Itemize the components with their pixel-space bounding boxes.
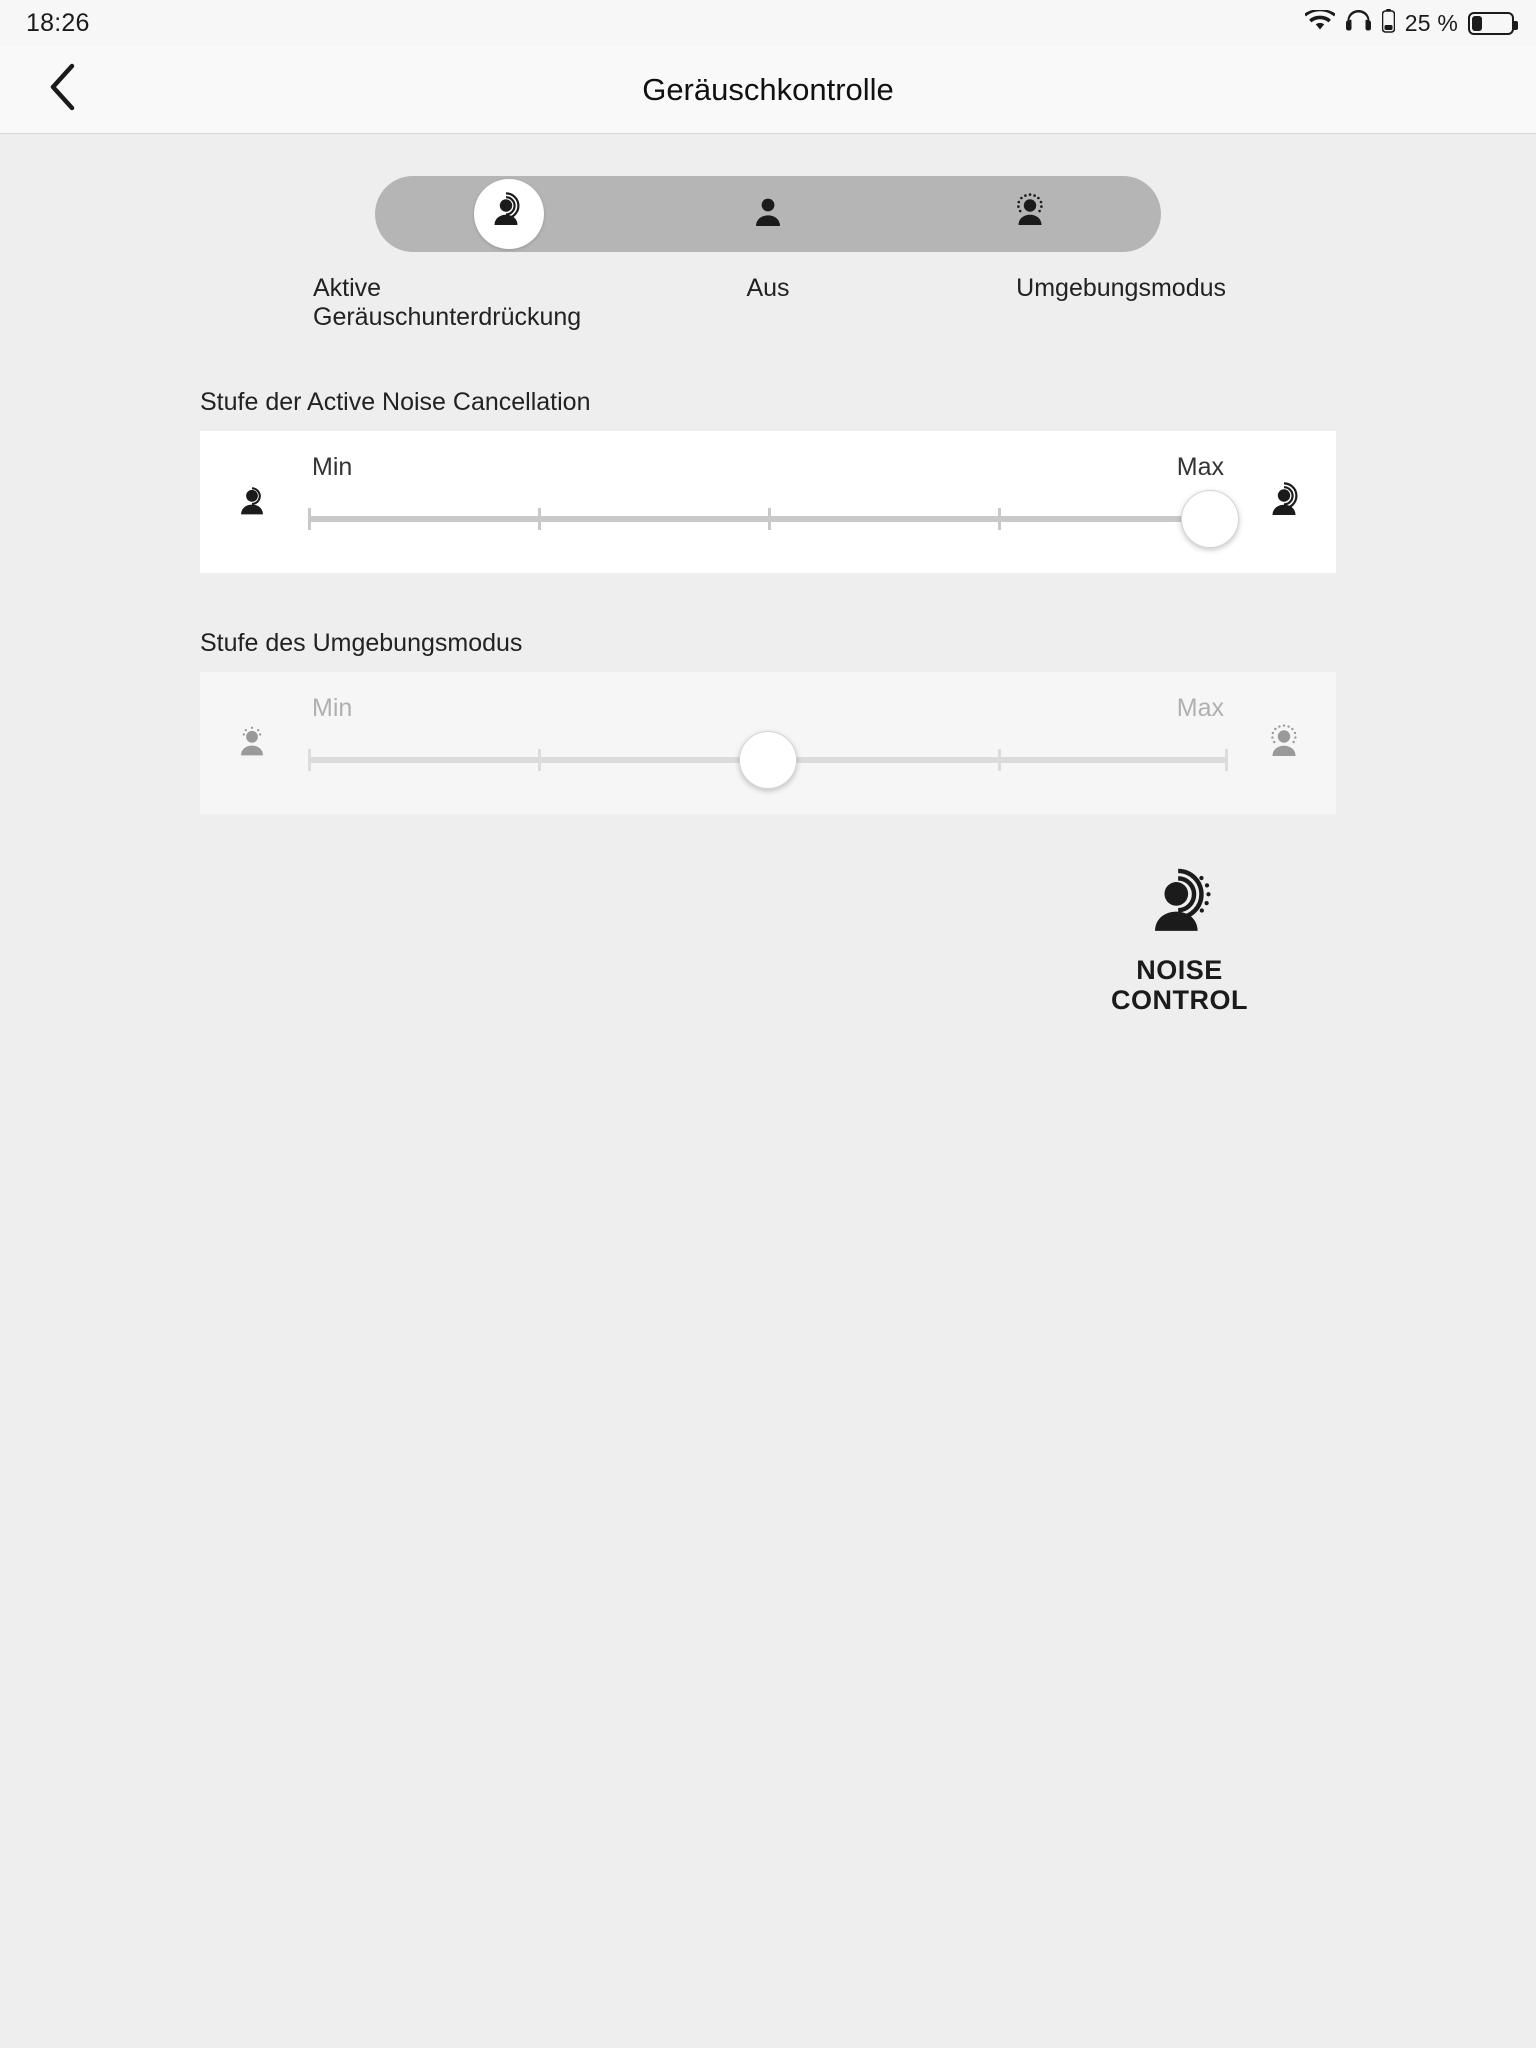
- status-time: 18:26: [26, 8, 90, 37]
- device-battery-icon: [1382, 9, 1395, 38]
- ambient-tick: [308, 749, 311, 771]
- wifi-icon: [1305, 10, 1335, 37]
- ambient-slider-track[interactable]: [308, 757, 1228, 763]
- battery-fill: [1472, 16, 1482, 31]
- transparency-high-icon: [1232, 722, 1336, 764]
- transparency-low-icon: [200, 723, 304, 763]
- mode-option-anc[interactable]: [375, 176, 637, 252]
- anc-tick: [308, 508, 311, 530]
- mode-option-off[interactable]: [637, 176, 899, 252]
- ambient-slider-range-labels: [304, 694, 1232, 723]
- anc-tick: [998, 508, 1001, 530]
- anc-slider-knob[interactable]: [1181, 490, 1239, 548]
- anc-tick: [768, 508, 771, 530]
- mode-label-off: Aus: [746, 274, 790, 302]
- logo-line-2: CONTROL: [1111, 985, 1248, 1016]
- anc-slider[interactable]: [304, 431, 1232, 573]
- battery-percent-label: 25 %: [1404, 9, 1458, 36]
- noise-control-logo: [200, 868, 1336, 1015]
- anc-low-icon: [200, 482, 304, 522]
- page-title: Geräuschkontrolle: [642, 71, 894, 107]
- status-bar: [0, 0, 1536, 46]
- anc-slider-track[interactable]: [308, 516, 1228, 522]
- status-indicators: [1305, 9, 1514, 38]
- ambient-slider-knob[interactable]: [739, 731, 797, 789]
- noise-mode-labels: [0, 274, 1536, 332]
- anc-level-card: [200, 431, 1336, 573]
- back-button[interactable]: [34, 62, 90, 118]
- anc-slider-range-labels: [304, 453, 1232, 482]
- noise-mode-switch: [0, 176, 1536, 252]
- ambient-min-label: Min: [312, 694, 353, 722]
- mode-label-anc: Aktive Geräuschunterdrückung: [313, 274, 582, 331]
- ambient-tick: [1225, 749, 1228, 771]
- anc-min-label: Min: [312, 453, 353, 481]
- ambient-section-title: Stufe des Umgebungsmodus: [200, 629, 523, 657]
- mode-label-transparency: Umgebungsmodus: [1016, 274, 1226, 302]
- mode-option-transparency[interactable]: [899, 176, 1161, 252]
- noise-mode-track[interactable]: [375, 176, 1161, 252]
- logo-line-1: NOISE: [1136, 955, 1223, 985]
- battery-icon: [1468, 12, 1514, 35]
- headphones-icon: [1345, 9, 1372, 38]
- main-content: [0, 176, 1536, 1015]
- anc-max-label: Max: [1176, 453, 1224, 481]
- anc-tick: [538, 508, 541, 530]
- navigation-bar: [0, 46, 1536, 134]
- ambient-tick: [998, 749, 1001, 771]
- chevron-left-icon: [47, 62, 77, 117]
- anc-person-icon: [486, 192, 526, 237]
- person-icon: [751, 194, 785, 235]
- anc-section-title: Stufe der Active Noise Cancellation: [200, 388, 591, 416]
- ambient-slider[interactable]: [304, 672, 1232, 814]
- ambient-tick: [538, 749, 541, 771]
- ambient-max-label: Max: [1176, 694, 1224, 722]
- transparency-person-icon: [1010, 192, 1050, 237]
- noise-control-logo-icon: [1143, 929, 1217, 946]
- ambient-level-card: [200, 672, 1336, 814]
- anc-high-icon: [1232, 481, 1336, 523]
